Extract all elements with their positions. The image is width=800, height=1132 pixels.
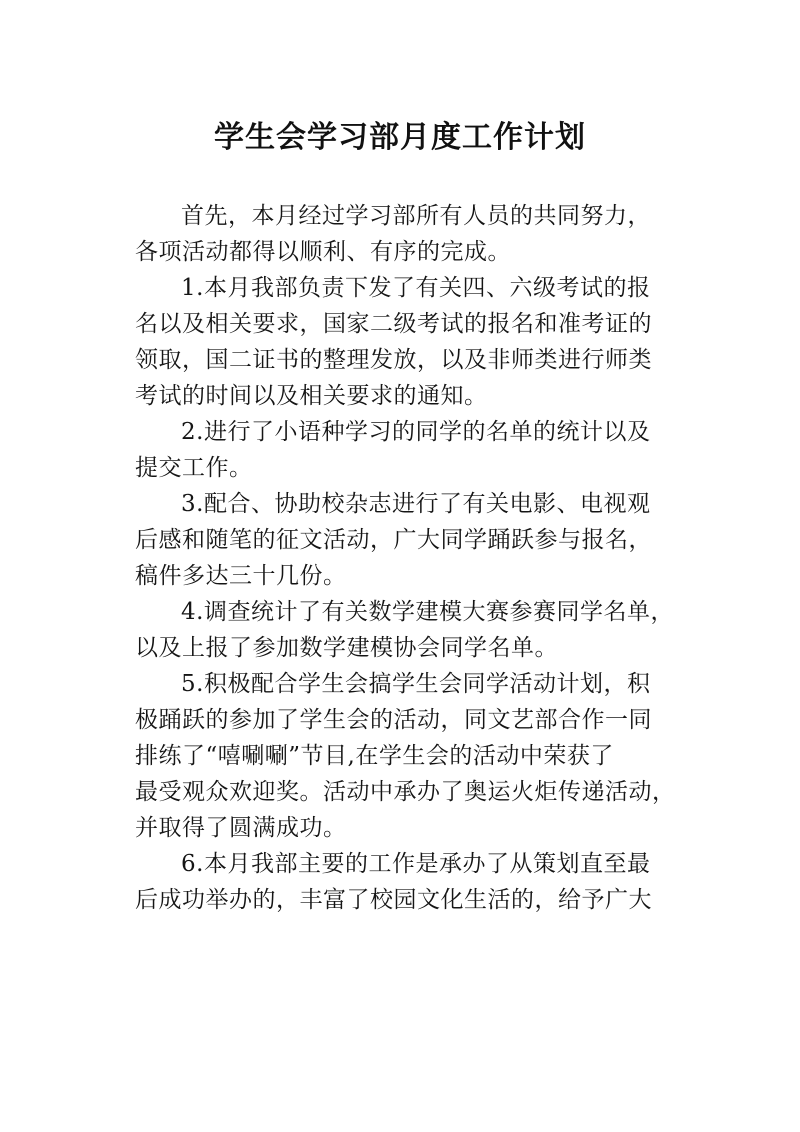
paragraph-line: 稿件多达三十几份。: [135, 563, 347, 589]
document-title: 学生会学习部月度工作计划: [214, 120, 586, 156]
paragraph-line: 排练了“嘻唰唰”节目,在学生会的活动中荣获了: [135, 743, 614, 769]
paragraph-line: 2.进行了小语种学习的同学的名单的统计以及: [181, 419, 651, 445]
paragraph-line: 提交工作。: [135, 455, 253, 481]
paragraph-item-3: [135, 486, 675, 594]
paragraph-line: 最受观众欢迎奖。活动中承办了奥运火炬传递活动，: [135, 779, 676, 805]
paragraph-line: 领取，国二证书的整理发放，以及非师类进行师类: [135, 347, 652, 373]
paragraph-line: 各项活动都得以顺利、有序的完成。: [135, 239, 511, 265]
paragraph-item-4: [135, 594, 675, 666]
paragraph-intro: [135, 198, 675, 270]
paragraph-item-5: [135, 666, 675, 846]
paragraph-line: 并取得了圆满成功。: [135, 815, 347, 841]
paragraph-item-1: [135, 270, 675, 414]
document-body: [135, 198, 675, 918]
paragraph-line: 考试的时间以及相关要求的通知。: [135, 383, 488, 409]
paragraph-line: 以及上报了参加数学建模协会同学名单。: [135, 635, 558, 661]
paragraph-line: 首先，本月经过学习部所有人员的共同努力，: [181, 203, 651, 229]
paragraph-line: 1.本月我部负责下发了有关四、六级考试的报: [181, 275, 651, 301]
paragraph-line: 极踊跃的参加了学生会的活动，同文艺部合作一同: [135, 707, 652, 733]
paragraph-line: 5.积极配合学生会搞学生会同学活动计划，积: [181, 671, 651, 697]
paragraph-line: 3.配合、协助校杂志进行了有关电影、电视观: [181, 491, 651, 517]
paragraph-line: 后感和随笔的征文活动，广大同学踊跃参与报名，: [135, 527, 652, 553]
paragraph-line: 后成功举办的，丰富了校园文化生活的，给予广大: [135, 887, 652, 913]
paragraph-item-2: [135, 414, 675, 486]
paragraph-item-6: [135, 846, 675, 918]
paragraph-line: 名以及相关要求，国家二级考试的报名和准考证的: [135, 311, 652, 337]
paragraph-line: 6.本月我部主要的工作是承办了从策划直至最: [181, 851, 651, 877]
paragraph-line: 4.调查统计了有关数学建模大赛参赛同学名单，: [181, 599, 674, 625]
